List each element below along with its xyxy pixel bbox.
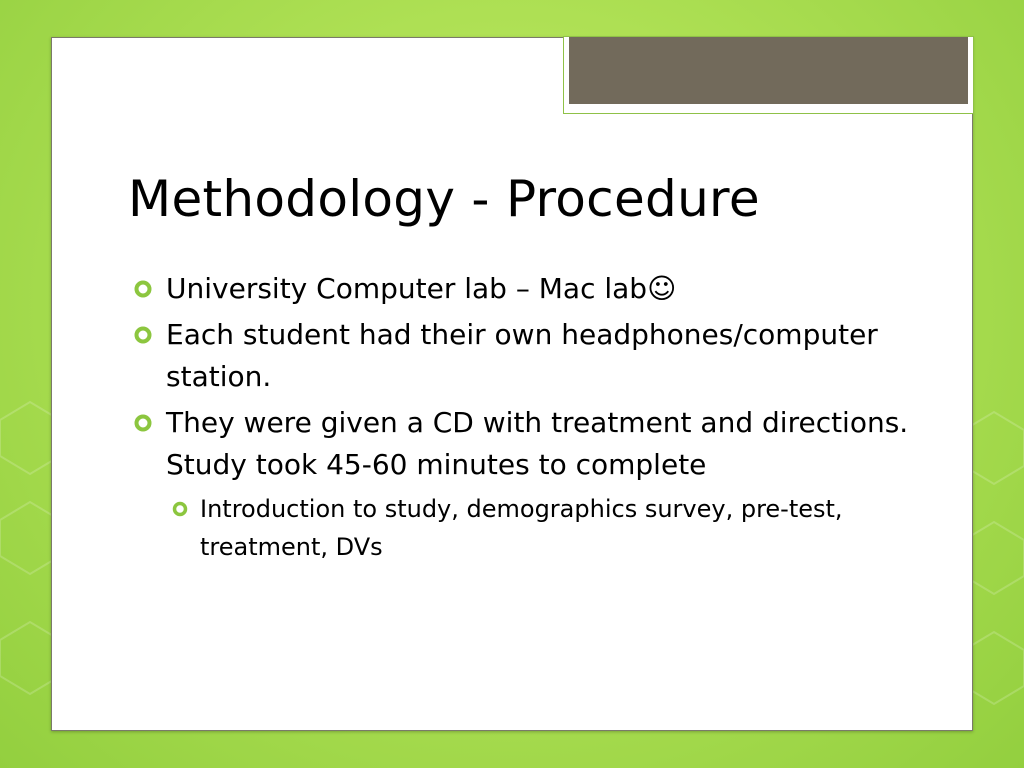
bullet-item-1	[134, 268, 914, 310]
ring-bullet-icon	[134, 326, 152, 344]
decorative-tab-fill	[569, 37, 968, 104]
decorative-tab	[563, 36, 974, 114]
bullet-item-3	[134, 402, 914, 486]
sub-bullet-item-1	[166, 490, 914, 566]
bullet-text: They were given a CD with treatment and directions. Study took 45-60 minutes to complete	[166, 406, 909, 481]
ring-bullet-icon	[134, 280, 152, 298]
bullet-item-2	[134, 314, 914, 398]
sub-bullet-text: Introduction to study, demographics survey, pre-test, treatment, DVs	[200, 495, 843, 561]
bullet-text: Each student had their own headphones/computer station.	[166, 318, 878, 393]
slide-title: Methodology - Procedure	[128, 170, 760, 228]
bullet-list	[134, 268, 914, 566]
ring-bullet-icon	[134, 414, 152, 432]
ring-bullet-icon	[172, 501, 188, 517]
bullet-text: University Computer lab – Mac lab☺	[166, 272, 677, 305]
